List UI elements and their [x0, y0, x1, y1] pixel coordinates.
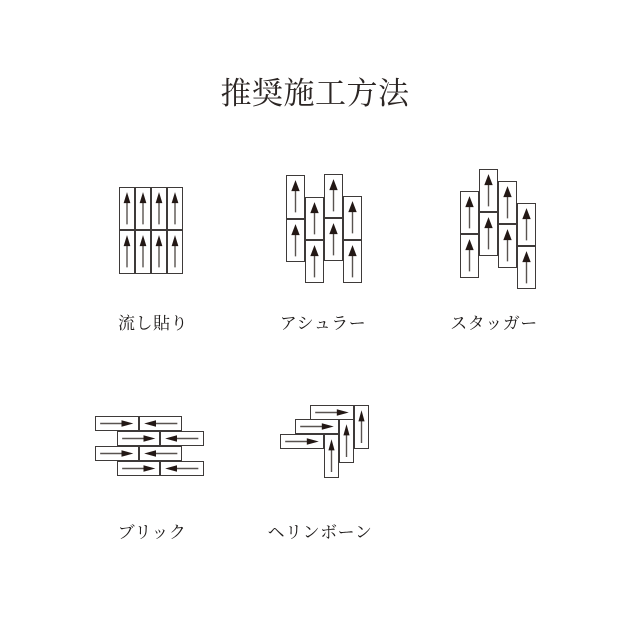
- up-arrow-icon: [121, 189, 133, 228]
- herringbone-plank: [310, 405, 354, 420]
- brick-plank: [160, 431, 204, 446]
- up-arrow-icon: [326, 176, 341, 215]
- left-arrow-icon: [141, 448, 181, 459]
- stagger-plank: [517, 246, 536, 289]
- nagashibari-plank: [167, 187, 183, 230]
- herringbone-plank: [280, 434, 324, 449]
- up-arrow-icon: [462, 236, 477, 275]
- ashlar-plank: [305, 197, 324, 240]
- right-arrow-icon: [119, 463, 159, 474]
- nagashibari-plank: [167, 230, 183, 273]
- right-arrow-icon: [119, 433, 159, 444]
- up-arrow-icon: [519, 248, 534, 287]
- right-arrow-icon: [97, 448, 137, 459]
- nagashibari-plank: [135, 230, 151, 273]
- right-arrow-icon: [297, 421, 337, 432]
- up-arrow-icon: [500, 183, 515, 222]
- pattern-label-herringbone: ヘリンボーン: [267, 523, 373, 542]
- ashlar-plank: [305, 240, 324, 283]
- up-arrow-icon: [169, 232, 181, 271]
- right-arrow-icon: [312, 407, 352, 418]
- stagger-plank: [460, 191, 479, 234]
- nagashibari-plank: [119, 187, 135, 230]
- brick-plank: [117, 461, 161, 476]
- pattern-label-nagashibari: 流し貼り: [118, 314, 188, 333]
- up-arrow-icon: [307, 242, 322, 281]
- left-arrow-icon: [162, 433, 202, 444]
- stagger-plank: [517, 203, 536, 246]
- page-title: 推奨施工方法: [220, 76, 410, 111]
- brick-plank: [139, 416, 183, 431]
- nagashibari-plank: [151, 230, 167, 273]
- nagashibari-plank: [135, 187, 151, 230]
- up-arrow-icon: [356, 407, 367, 447]
- pattern-label-ashlar: アシュラー: [279, 314, 367, 333]
- up-arrow-icon: [519, 205, 534, 244]
- up-arrow-icon: [345, 198, 360, 237]
- up-arrow-icon: [288, 177, 303, 216]
- up-arrow-icon: [326, 436, 337, 476]
- nagashibari-plank: [119, 230, 135, 273]
- stagger-plank: [479, 212, 498, 255]
- up-arrow-icon: [137, 232, 149, 271]
- left-arrow-icon: [141, 418, 181, 429]
- up-arrow-icon: [500, 226, 515, 265]
- pattern-label-stagger: スタッガー: [450, 314, 538, 333]
- ashlar-plank: [286, 175, 305, 218]
- brick-plank: [95, 446, 139, 461]
- stagger-plank: [479, 169, 498, 212]
- ashlar-plank: [286, 219, 305, 262]
- brick-plank: [160, 461, 204, 476]
- ashlar-plank: [343, 240, 362, 283]
- up-arrow-icon: [137, 189, 149, 228]
- herringbone-plank: [295, 419, 339, 434]
- up-arrow-icon: [481, 214, 496, 253]
- up-arrow-icon: [169, 189, 181, 228]
- up-arrow-icon: [345, 242, 360, 281]
- up-arrow-icon: [341, 421, 352, 461]
- right-arrow-icon: [282, 436, 322, 447]
- up-arrow-icon: [153, 189, 165, 228]
- left-arrow-icon: [162, 463, 202, 474]
- up-arrow-icon: [307, 199, 322, 238]
- ashlar-plank: [324, 218, 343, 261]
- herringbone-plank: [339, 419, 354, 463]
- brick-plank: [95, 416, 139, 431]
- brick-plank: [117, 431, 161, 446]
- up-arrow-icon: [121, 232, 133, 271]
- right-arrow-icon: [97, 418, 137, 429]
- herringbone-plank: [324, 434, 339, 478]
- up-arrow-icon: [462, 193, 477, 232]
- ashlar-plank: [343, 196, 362, 239]
- stagger-plank: [498, 224, 517, 267]
- stagger-plank: [498, 181, 517, 224]
- ashlar-plank: [324, 174, 343, 217]
- pattern-label-brick: ブリック: [117, 523, 187, 542]
- stagger-plank: [460, 234, 479, 277]
- up-arrow-icon: [288, 221, 303, 260]
- herringbone-plank: [354, 405, 369, 449]
- brick-plank: [139, 446, 183, 461]
- nagashibari-plank: [151, 187, 167, 230]
- up-arrow-icon: [326, 220, 341, 259]
- up-arrow-icon: [153, 232, 165, 271]
- up-arrow-icon: [481, 171, 496, 210]
